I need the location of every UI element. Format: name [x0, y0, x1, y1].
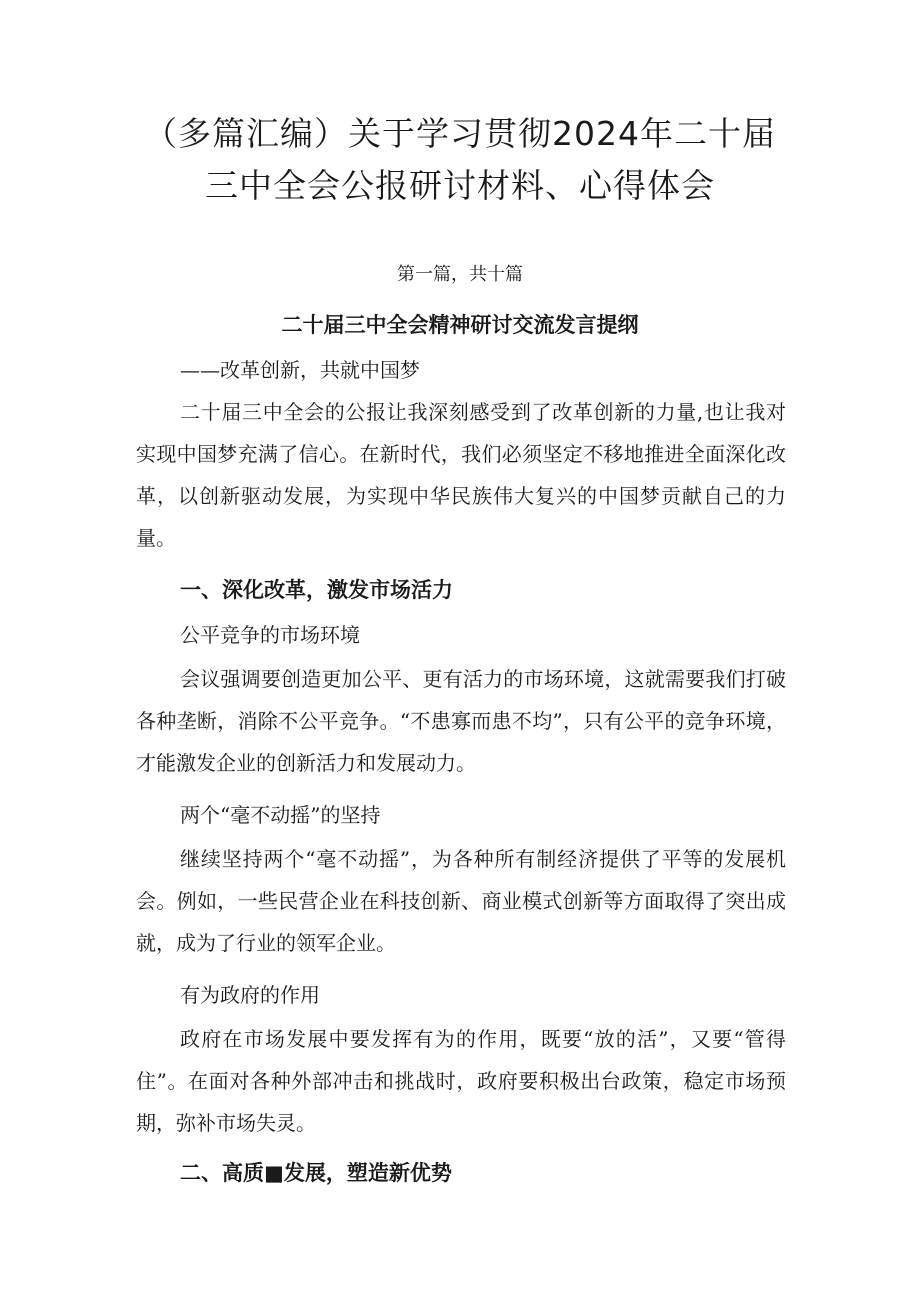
document-title	[60, 108, 860, 212]
section-1-subheading-3: 有为政府的作用	[180, 983, 320, 1007]
series-indicator: 第一篇，共十篇	[397, 264, 523, 285]
section-1-subheading-1: 公平竞争的市场环境	[180, 623, 360, 647]
section-2-heading: 二、高质■发展，塑造新优势	[180, 1161, 452, 1185]
section-1-paragraph-3: 政府在市场发展中要发挥有为的作用，既要“放的活”，又要“管得住”。在面对各种外部冲击和挑战时，政府要积极出台政策，稳定市场预期，弥补市场失灵。	[136, 1027, 786, 1135]
section-1-heading: 一、深化改革，激发市场活力	[180, 578, 453, 602]
document-title-line-1: （多篇汇编）关于学习贯彻2024年二十届	[144, 114, 776, 153]
tagline-text: ——改革创新，共就中国梦	[180, 358, 420, 382]
article-tagline	[136, 349, 786, 391]
intro-paragraph: 二十届三中全会的公报让我深刻感受到了改革创新的力量,也让我对实现中国梦充满了信心。在新时代，我们必须坚定不移地推进全面深化改革，以创新驱动发展，为实现中华民族伟大复兴的中国梦贡献自己的力量。	[136, 400, 786, 550]
article-subtitle: 二十届三中全会精神研讨交流发言提纲	[281, 313, 639, 337]
section-1-paragraph-2: 继续坚持两个“毫不动摇”，为各种所有制经济提供了平等的发展机会。例如，一些民营企业在科技创新、商业模式创新等方面取得了突出成就，成为了行业的领军企业。	[136, 847, 786, 955]
document-title-line-2: 三中全会公报研讨材料、心得体会	[205, 166, 715, 205]
section-1-subheading-2: 两个“毫不动摇”的坚持	[180, 803, 381, 827]
section-1-paragraph-1: 会议强调要创造更加公平、更有活力的市场环境，这就需要我们打破各种垄断，消除不公平竞争。“不患寡而患不均”，只有公平的竞争环境，才能激发企业的创新活力和发展动力。	[136, 667, 786, 775]
